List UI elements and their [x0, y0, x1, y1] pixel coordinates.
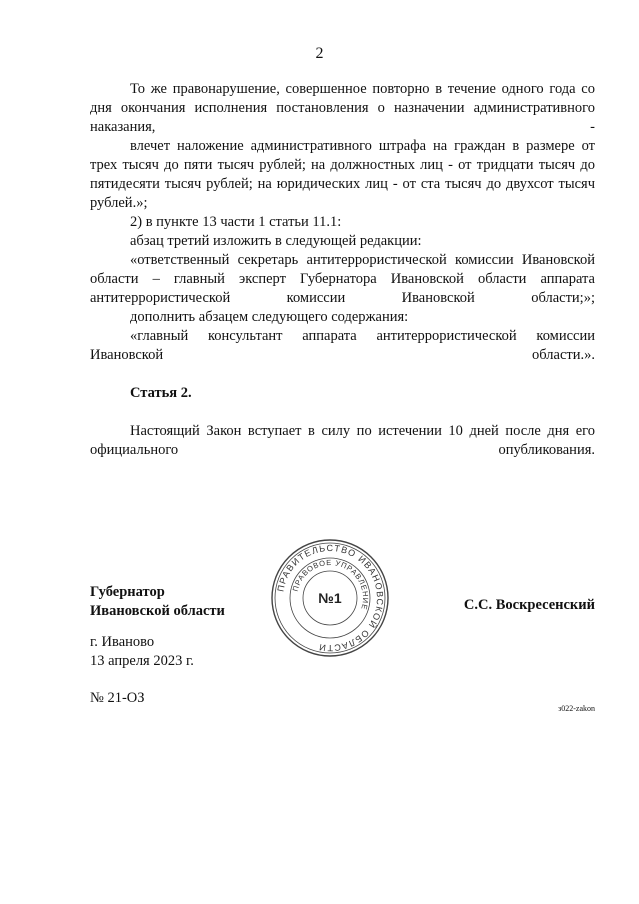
signature-position-line: Ивановской области: [90, 603, 225, 619]
seal-inner-text: ПРАВОВОЕ УПРАВЛЕНИЕ: [290, 557, 371, 612]
paragraph: влечет наложение административного штрафа на граждан в размере от трех тысяч до пяти тысяч рублей; на должностных лиц - от тридцати тысяч до пятидесяти тысяч рублей; на юридических лиц - от ста тысяч до двухсот тысяч рублей.»;: [90, 138, 595, 211]
official-seal: [270, 538, 390, 658]
page-number: 2: [315, 45, 324, 62]
article-text: Настоящий Закон вступает в силу по истечении 10 дней после дня его официального опубликования.: [90, 423, 595, 458]
paragraph: «ответственный секретарь антитеррористической комиссии Ивановской области – главный эксперт Губернатора Ивановской области аппарата антитеррористической комиссии Ивановской области;»;: [90, 252, 595, 306]
signature-position: [90, 583, 225, 621]
document-body: [90, 80, 595, 460]
seal-number: №1: [318, 590, 342, 606]
place-date: [90, 633, 194, 671]
date: 13 апреля 2023 г.: [90, 653, 194, 669]
seal-ring-text: ПРАВИТЕЛЬСТВО ИВАНОВСКОЙ ОБЛАСТИ: [275, 542, 386, 654]
paragraph: То же правонарушение, совершенное повторно в течение одного года со дня окончания исполнения постановления о назначении административного наказания, -: [90, 81, 595, 135]
law-number: № 21-ОЗ: [90, 690, 145, 706]
article-title: Статья 2.: [130, 385, 192, 401]
document-code: з022-zakon: [558, 704, 595, 713]
paragraph: дополнить абзацем следующего содержания:: [130, 309, 409, 325]
place: г. Иваново: [90, 634, 155, 650]
signature-position-line: Губернатор: [90, 584, 165, 600]
paragraph: абзац третий изложить в следующей редакции:: [130, 233, 422, 249]
paragraph: 2) в пункте 13 части 1 статьи 11.1:: [130, 214, 342, 230]
signature-name: С.С. Воскресенский: [463, 597, 595, 613]
paragraph: «главный консультант аппарата антитеррористической комиссии Ивановской области.».: [90, 328, 595, 363]
